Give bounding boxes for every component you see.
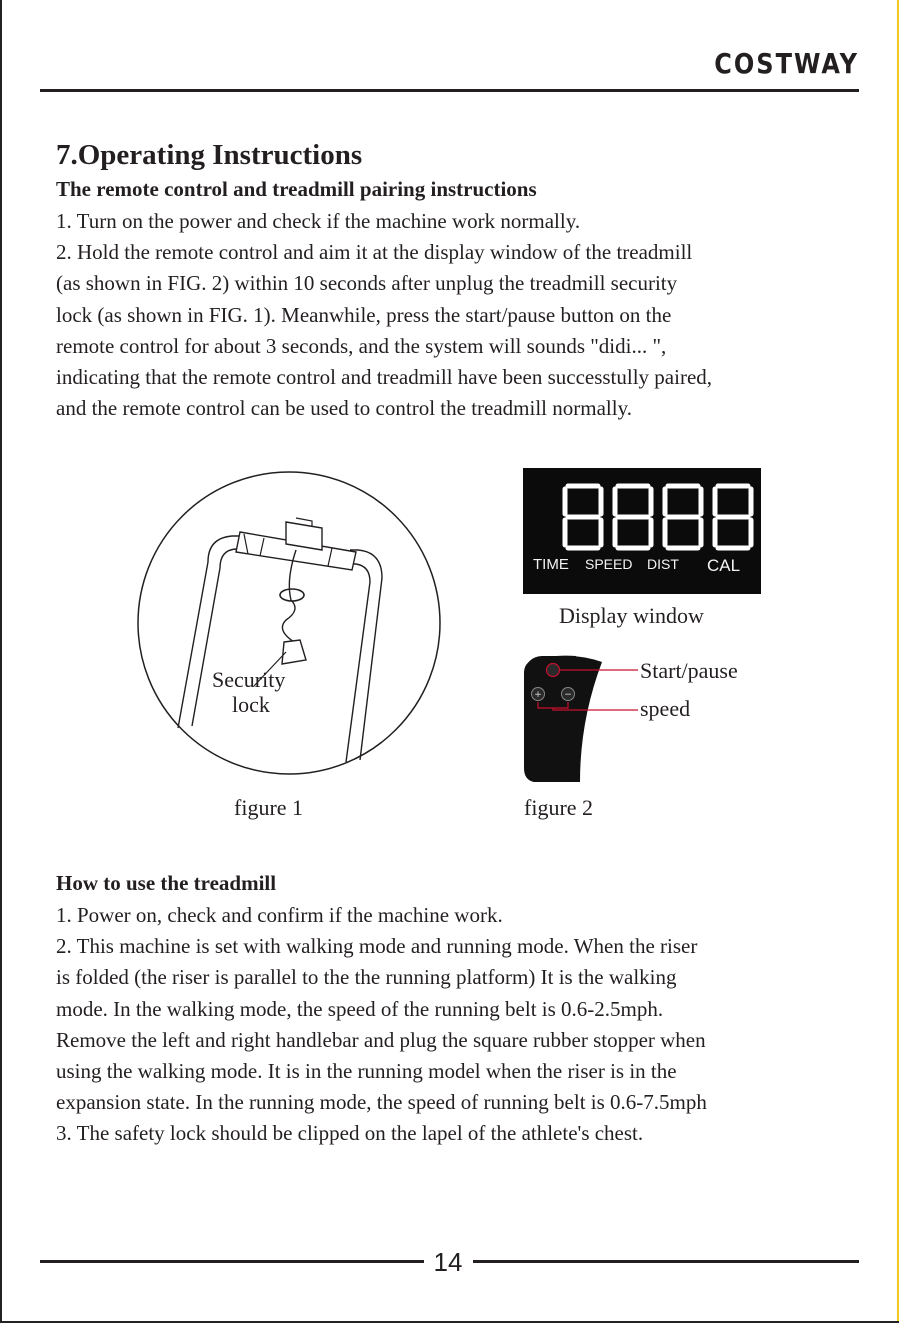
usage-line: is folded (the riser is parallel to the the running platform) It is the walking [56,965,677,990]
pairing-heading: The remote control and treadmill pairing instructions [56,177,537,201]
page-border-left [0,0,2,1323]
svg-text:−: − [564,690,572,700]
security-lock-label-line1: Security [212,667,286,692]
speed-label: speed [640,696,691,721]
display-label-time: TIME [533,556,569,573]
display-label-speed: SPEED [585,556,633,572]
display-label-cal: CAL [707,556,741,575]
usage-line: Remove the left and right handlebar and plug the square rubber stopper when [56,1027,706,1052]
footer-rule-left [40,1260,424,1263]
pairing-line: lock (as shown in FIG. 1). Meanwhile, press the start/pause button on the [56,302,672,327]
usage-line: mode. In the walking mode, the speed of the running belt is 0.6-2.5mph. [56,996,664,1021]
display-label-dist: DIST [647,556,679,572]
usage-line: 1. Power on, check and confirm if the machine work. [56,903,503,927]
usage-instructions [56,900,707,1150]
pairing-line: indicating that the remote control and treadmill have been successtully paired, [56,365,713,390]
security-lock-label-line2: lock [232,692,270,717]
usage-line: 3. The safety lock should be clipped on the lapel of the athlete's chest. [56,1121,644,1146]
pairing-line: 2. Hold the remote control and aim it at the display window of the treadmill [56,240,693,265]
section-title: 7.Operating Instructions [56,139,363,171]
display-digit [615,486,651,548]
display-digit [565,486,601,548]
remote-control-illustration [520,650,640,786]
svg-text:+: + [534,690,542,700]
figure-2-caption: figure 2 [524,795,594,820]
usage-line: expansion state. In the running mode, the speed of running belt is 0.6-7.5mph [56,1090,707,1115]
usage-line: 2. This machine is set with walking mode and running mode. When the riser [56,934,698,959]
page-number: 14 [433,1247,463,1277]
brand-logo: COSTWAY [714,47,859,81]
display-window-caption: Display window [559,603,704,628]
pairing-instructions [56,206,712,424]
pairing-line: 1. Turn on the power and check if the machine work normally. [56,209,581,233]
start-pause-label: Start/pause [640,658,738,683]
usage-heading: How to use the treadmill [56,871,277,895]
display-digit [665,486,701,548]
figure-1-caption: figure 1 [234,795,304,820]
pairing-line: and the remote control can be used to control the treadmill normally. [56,396,632,421]
header-rule [40,89,859,92]
usage-line: using the walking mode. It is in the running model when the riser is in the [56,1059,677,1084]
footer-rule-right [473,1260,859,1263]
pairing-line: remote control for about 3 seconds, and the system will sounds "didi... ", [56,333,667,358]
security-lock-illustration [136,470,442,776]
display-digits [523,476,761,556]
display-digit [715,486,751,548]
treadmill-display-window [523,468,761,594]
pairing-line: (as shown in FIG. 2) within 10 seconds after unplug the treadmill security [56,271,678,296]
